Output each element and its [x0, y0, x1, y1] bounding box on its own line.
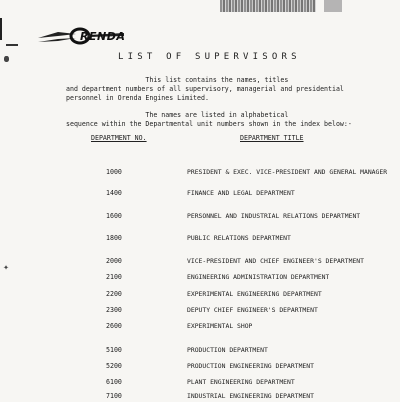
table-row	[0, 257, 400, 267]
edge-mark	[6, 44, 18, 46]
department-title: ENGINEERING ADMINISTRATION DEPARTMENT	[187, 273, 330, 281]
department-title: FINANCE AND LEGAL DEPARTMENT	[187, 189, 295, 197]
table-row	[0, 378, 400, 388]
department-title: EXPERIMENTAL SHOP	[187, 322, 253, 330]
department-number: 1400	[106, 189, 122, 197]
department-number: 6100	[106, 378, 122, 386]
table-row	[0, 346, 400, 356]
department-title: DEPUTY CHIEF ENGINEER'S DEPARTMENT	[187, 306, 318, 314]
department-number: 2300	[106, 306, 122, 314]
department-number: 2200	[106, 290, 122, 298]
department-number: 2000	[106, 257, 122, 265]
department-number: 1800	[106, 234, 122, 242]
table-row	[0, 322, 400, 332]
department-number: 5200	[106, 362, 122, 370]
department-title: PLANT ENGINEERING DEPARTMENT	[187, 378, 295, 386]
column-header-department-title: DEPARTMENT TITLE	[240, 134, 304, 142]
table-row	[0, 392, 400, 402]
department-title: PRESIDENT & EXEC. VICE-PRESIDENT AND GENERAL MANAGER	[187, 168, 388, 176]
department-title: PRODUCTION DEPARTMENT	[187, 346, 268, 354]
department-title: INDUSTRIAL ENGINEERING DEPARTMENT	[187, 392, 314, 400]
column-header-department-no: DEPARTMENT NO.	[91, 134, 147, 142]
intro-paragraph: The names are listed in alphabetical sequence within the Departmental unit numbers shown in the index below:-	[66, 111, 352, 128]
department-title: VICE-PRESIDENT AND CHIEF ENGINEER'S DEPARTMENT	[187, 257, 364, 265]
header-stamp	[220, 0, 316, 12]
department-title: EXPERIMENTAL ENGINEERING DEPARTMENT	[187, 290, 322, 298]
department-number: 1600	[106, 212, 122, 220]
department-number: 7100	[106, 392, 122, 400]
logo-wordmark: RENDA	[80, 30, 126, 43]
table-row	[0, 189, 400, 199]
department-title: PRODUCTION ENGINEERING DEPARTMENT	[187, 362, 314, 370]
table-row	[0, 234, 400, 244]
table-row	[0, 168, 400, 178]
page-title: LIST OF SUPERVISORS	[118, 52, 301, 62]
header-stamp	[324, 0, 342, 12]
department-number: 1000	[106, 168, 122, 176]
department-number: 2100	[106, 273, 122, 281]
department-number: 2600	[106, 322, 122, 330]
table-row	[0, 306, 400, 316]
table-row	[0, 212, 400, 222]
department-title: PERSONNEL AND INDUSTRIAL RELATIONS DEPARTMENT	[187, 212, 361, 220]
department-title: PUBLIC RELATIONS DEPARTMENT	[187, 234, 291, 242]
ink-spot	[4, 56, 9, 62]
ink-spot: ✦	[3, 262, 10, 273]
intro-paragraph: This list contains the names, titles and department numbers of all supervisory, managerial and presidential personnel in Orenda Engines Limited.	[66, 76, 344, 102]
edge-mark	[0, 18, 2, 40]
table-row	[0, 290, 400, 300]
table-row	[0, 273, 400, 283]
department-number: 5100	[106, 346, 122, 354]
table-row	[0, 362, 400, 372]
